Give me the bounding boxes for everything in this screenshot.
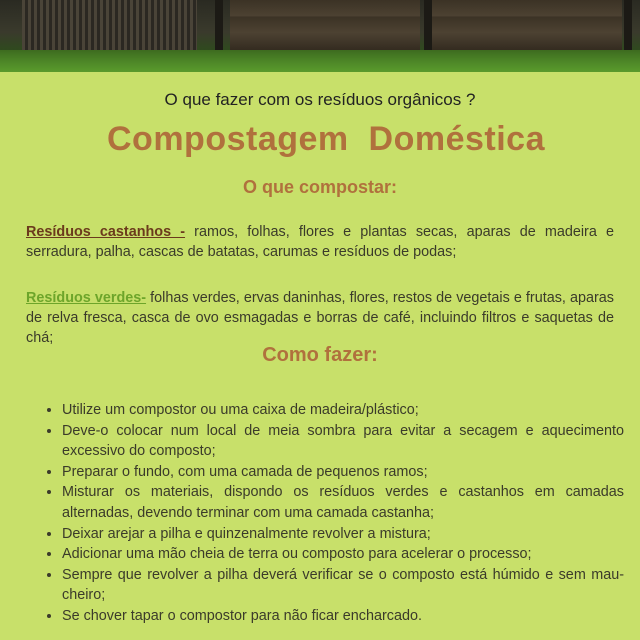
list-item: • Deve-o colocar num local de meia sombra para evitar a secagem e aquecimento excessivo do composto;	[62, 421, 624, 462]
list-item: • Utilize um compostor ou uma caixa de madeira/plástico;	[62, 400, 624, 421]
green-waste-paragraph	[26, 288, 614, 348]
page-title: Compostagem Doméstica	[107, 120, 545, 158]
list-item: • Preparar o fundo, com uma camada de pequenos ramos;	[62, 462, 624, 483]
green-waste-text: folhas verdes, ervas daninhas, flores, restos de vegetais e frutas, aparas de relva fresca, casca de ovo esmagadas e borras de café, incluindo filtros e saquetas de chá;	[26, 290, 614, 346]
compost-bin-image	[22, 0, 197, 56]
green-waste-label: Resíduos verdes-	[26, 290, 147, 306]
grass-strip	[0, 50, 640, 72]
question-heading: O que fazer com os resíduos orgânicos ?	[164, 90, 476, 109]
brown-waste-paragraph	[26, 222, 614, 262]
header-photo	[0, 0, 640, 72]
list-item: • Deixar arejar a pilha e quinzenalmente revolver a mistura;	[62, 524, 624, 545]
list-item: • Misturar os materiais, dispondo os resíduos verdes e castanhos em camadas alternadas, devendo terminar com uma camada castanha;	[62, 482, 624, 523]
compost-bin-image	[230, 0, 420, 56]
what-to-compost-heading: O que compostar:	[242, 177, 398, 197]
list-item: • Sempre que revolver a pilha deverá verificar se o composto está húmido e sem mau-cheiro;	[62, 565, 624, 606]
how-to-heading: Como fazer:	[262, 344, 378, 366]
brown-waste-text: ramos, folhas, flores e plantas secas, aparas de madeira e serradura, palha, cascas de batatas, carumas e resíduos de podas;	[26, 224, 614, 260]
steps-list	[44, 400, 624, 627]
compost-bin-image	[432, 0, 622, 56]
list-item: • Adicionar uma mão cheia de terra ou composto para acelerar o processo;	[62, 544, 624, 565]
brown-waste-label: Resíduos castanhos -	[26, 224, 186, 240]
list-item: • Se chover tapar o compostor para não ficar encharcado.	[62, 606, 624, 627]
